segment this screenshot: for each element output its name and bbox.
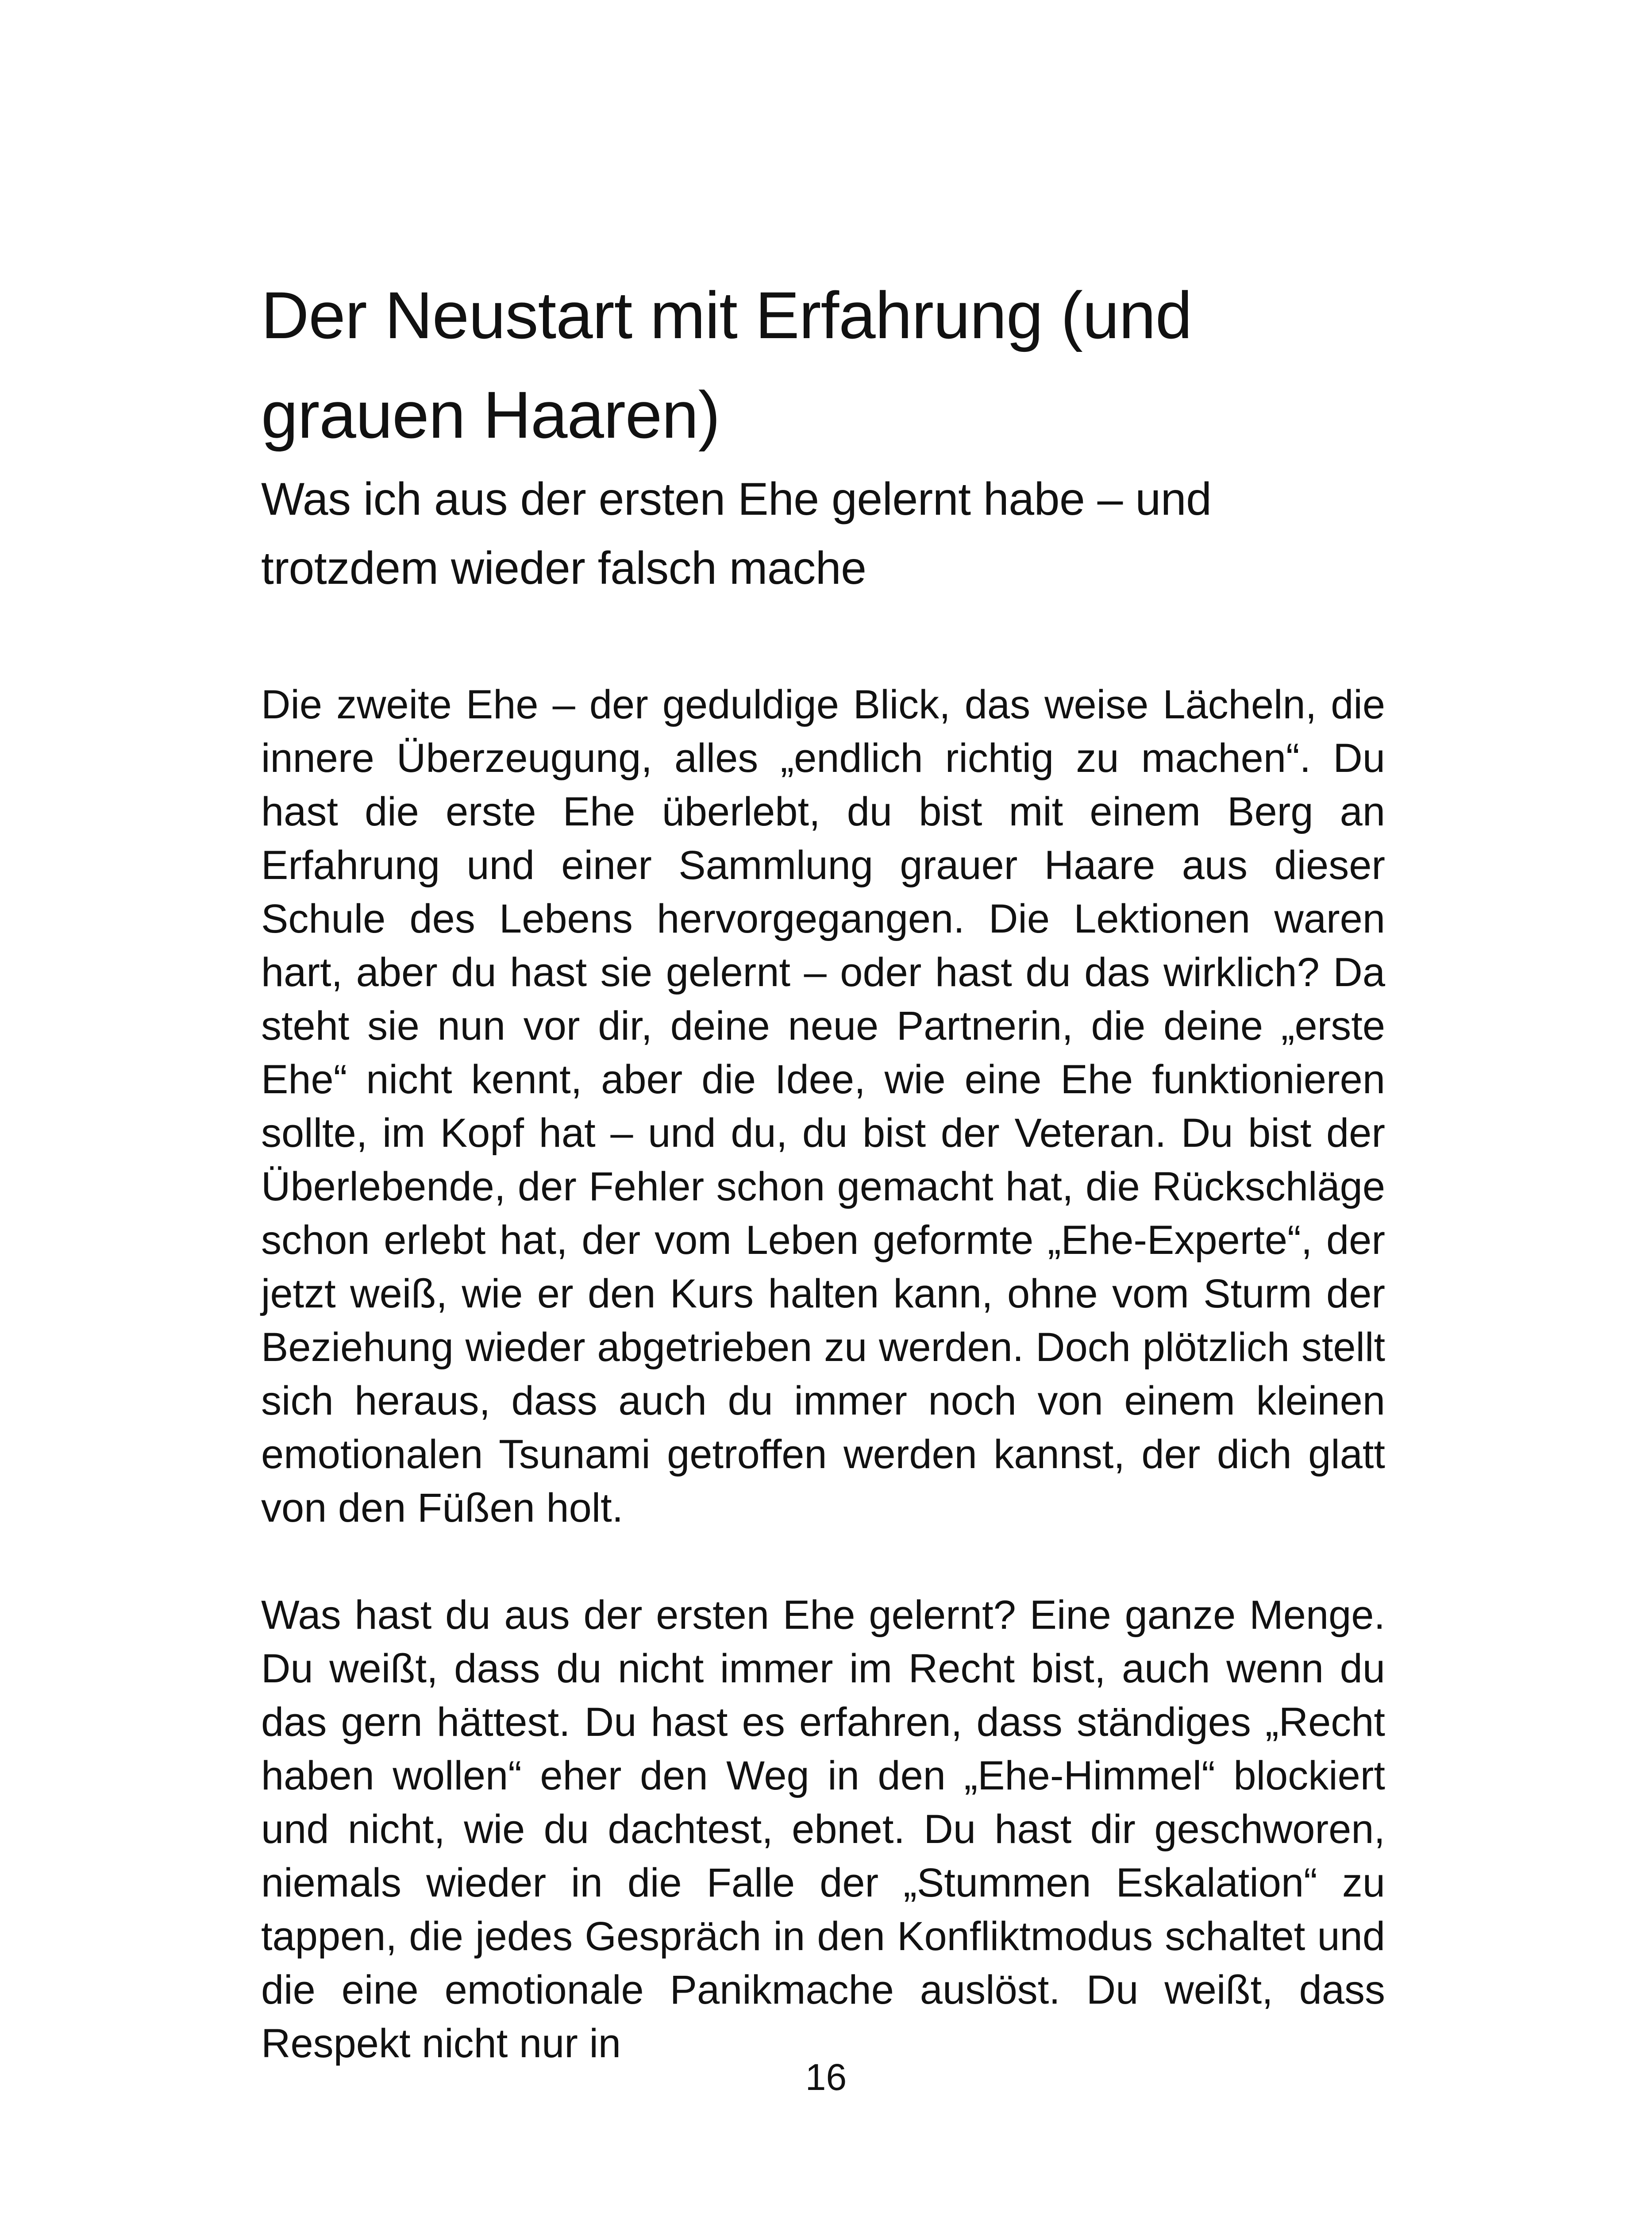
- chapter-title: Der Neustart mit Erfahrung (und grauen Haaren): [261, 278, 1192, 452]
- page-content: [261, 266, 1385, 2070]
- page-number: 16: [805, 2056, 847, 2098]
- chapter-subtitle: Was ich aus der ersten Ehe gelernt habe – und trotzdem wieder falsch mache: [261, 474, 1212, 594]
- body-paragraph: Was hast du aus der ersten Ehe gelernt? Eine ganze Menge. Du weißt, dass du nicht immer im Recht bist, auch wenn du das gern hättest. Du hast es erfahren, dass ständiges „Recht haben wollen“ eher den Weg in den „Ehe-Himmel“ blockiert und nicht, wie du dachtest, ebnet. Du hast dir geschworen, niemals wieder in die Falle der „Stummen Eskalation“ zu tappen, die jedes Gespräch in den Konfliktmodus schaltet und die eine emotionale Panikmache auslöst. Du weißt, dass Respekt nicht nur in: [261, 1592, 1385, 2066]
- body-paragraph: Die zweite Ehe – der geduldige Blick, das weise Lächeln, die innere Überzeugung, alles „endlich richtig zu machen“. Du hast die erste Ehe überlebt, du bist mit einem Berg an Erfahrung und einer Sammlung grauer Haare aus dieser Schule des Lebens hervorgegangen. Die Lektionen waren hart, aber du hast sie gelernt – oder hast du das wirklich? Da steht sie nun vor dir, deine neue Partnerin, die deine „erste Ehe“ nicht kennt, aber die Idee, wie eine Ehe funktionieren sollte, im Kopf hat – und du, du bist der Veteran. Du bist der Überlebende, der Fehler schon gemacht hat, die Rückschläge schon erlebt hat, der vom Leben geformte „Ehe-Experte“, der jetzt weiß, wie er den Kurs halten kann, ohne vom Sturm der Beziehung wieder abgetrieben zu werden. Doch plötzlich stellt sich heraus, dass auch du immer noch von einem kleinen emotionalen Tsunami getroffen werden kannst, der dich glatt von den Füßen holt.: [261, 682, 1385, 1531]
